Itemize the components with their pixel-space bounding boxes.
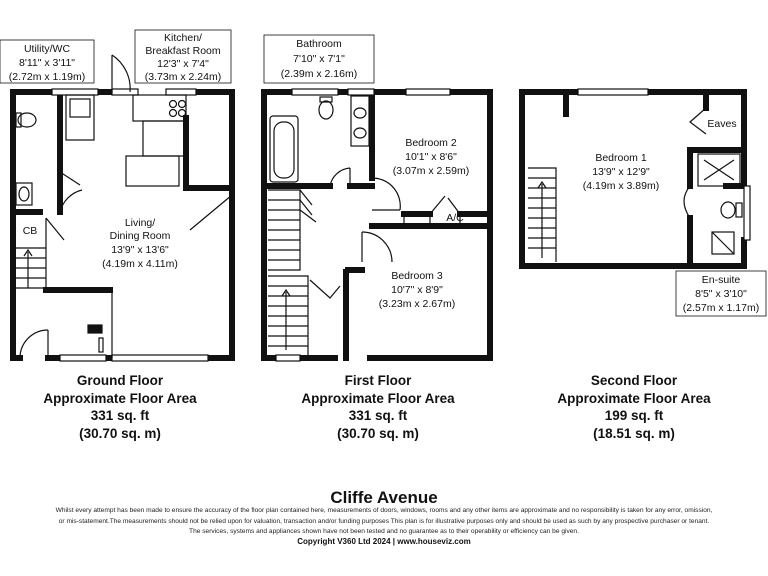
utility-imperial: 8'11" x 3'11" xyxy=(18,57,76,69)
first-floor-summary xyxy=(258,372,498,442)
living-imperial: 13'9" x 13'6" xyxy=(111,244,169,256)
ac-label: A/C xyxy=(446,212,464,224)
bedroom3-imperial: 10'7" x 8'9" xyxy=(391,284,443,296)
ground-floor-thin xyxy=(16,55,232,361)
first-floor-sqft: 331 sq. ft xyxy=(348,408,408,423)
disclaimer-line-3: The services, systems and appliances shown have not been tested and no guarantee as to their operability or efficiency can be given. xyxy=(189,528,579,535)
bathroom-metric: (2.39m x 2.16m) xyxy=(280,68,358,80)
eaves-label: Eaves xyxy=(707,118,737,130)
bathroom-name: Bathroom xyxy=(296,38,342,50)
kitchen-imperial: 12'3" x 7'4" xyxy=(157,58,209,70)
bathroom-imperial: 7'10" x 7'1" xyxy=(293,53,345,65)
kitchen-metric: (3.73m x 2.24m) xyxy=(144,71,222,83)
bedroom1-imperial: 13'9" x 12'9" xyxy=(592,166,650,178)
bedroom3-metric: (3.23m x 2.67m) xyxy=(378,298,456,310)
ensuite-metric: (2.57m x 1.17m) xyxy=(682,302,760,314)
ensuite-imperial: 8'5" x 3'10" xyxy=(695,288,747,300)
disclaimer-line-2: or mis-statement.The measurements should not be relied upon for valuation, transaction and/or funding purposes This plan is for illustrative purposes only and should be used as such by any prospective purchaser or tenant. xyxy=(58,517,710,525)
second-floor-area-label: Approximate Floor Area xyxy=(557,390,711,406)
ensuite-name: En-suite xyxy=(701,274,741,286)
kitchen-name-1: Kitchen/ xyxy=(164,32,202,44)
utility-name: Utility/WC xyxy=(23,43,71,55)
first-floor-sqm: (30.70 sq. m) xyxy=(337,425,419,441)
bedroom2-imperial: 10'1" x 8'6" xyxy=(405,151,457,163)
ground-floor-sqft: 331 sq. ft xyxy=(90,408,150,423)
kitchen-name-2: Breakfast Room xyxy=(145,45,221,57)
utility-metric: (2.72m x 1.19m) xyxy=(8,71,86,83)
disclaimer xyxy=(10,506,758,538)
disclaimer-line-1: Whilst every attempt has been made to ensure the accuracy of the floor plan contained here, measurements of doors, windows, rooms and any other items are approximate and no responsibility is taken for any error, omission, xyxy=(55,507,713,514)
first-floor-area-label: Approximate Floor Area xyxy=(301,390,455,406)
bedroom2-name: Bedroom 2 xyxy=(405,137,457,149)
living-name-1: Living/ xyxy=(124,217,156,229)
property-title: Cliffe Avenue xyxy=(330,488,438,507)
ground-floor-sqm: (30.70 sq. m) xyxy=(79,425,161,441)
second-floor-sqm: (18.51 sq. m) xyxy=(593,425,675,441)
second-floor-sqft: 199 sq. ft xyxy=(604,408,664,423)
bedroom1-name: Bedroom 1 xyxy=(595,152,647,164)
ground-floor-name: Ground Floor xyxy=(76,373,164,388)
living-name-2: Dining Room xyxy=(109,230,171,242)
bedroom2-metric: (3.07m x 2.59m) xyxy=(392,165,470,177)
living-metric: (4.19m x 4.11m) xyxy=(102,258,178,270)
bedroom1-metric: (4.19m x 3.89m) xyxy=(582,180,660,192)
cb-label: CB xyxy=(22,225,38,237)
copyright-footer: Copyright V360 Ltd 2024 | www.houseviz.com xyxy=(297,537,471,546)
ground-floor-summary xyxy=(0,372,240,442)
ground-floor-area-label: Approximate Floor Area xyxy=(43,390,197,406)
bedroom3-name: Bedroom 3 xyxy=(391,270,443,282)
second-floor-summary xyxy=(514,372,754,442)
first-floor-name: First Floor xyxy=(344,373,412,388)
second-floor-name: Second Floor xyxy=(590,373,678,388)
